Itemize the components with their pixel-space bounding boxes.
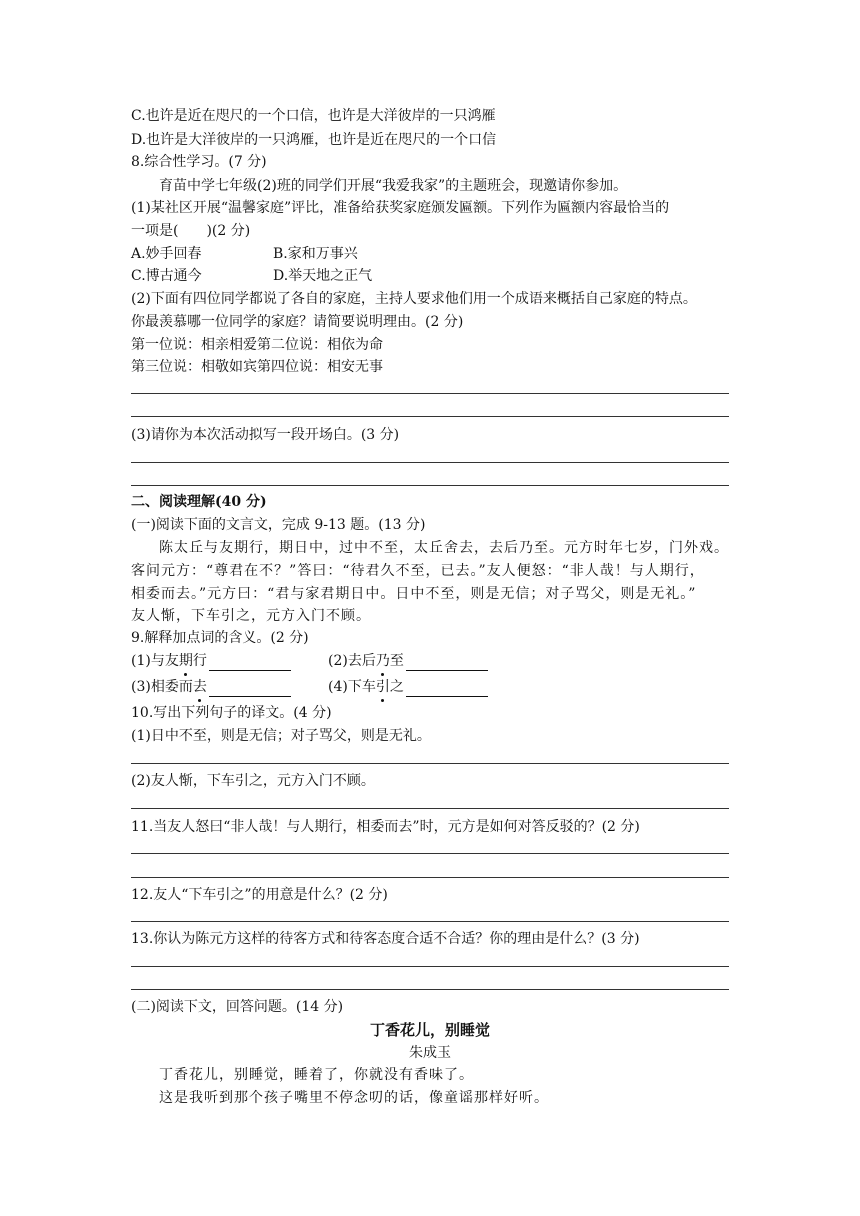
question-10-1: (1)日中不至，则是无信；对子骂父，则是无礼。	[131, 728, 431, 744]
option-c: C.也许是近在咫尺的一个口信，也许是大洋彼岸的一只鸿雁	[131, 108, 496, 124]
answer-line	[131, 485, 729, 486]
answer-line	[131, 877, 729, 878]
answer-line	[131, 416, 729, 417]
student-statement-1: 第一位说：相亲相爱第二位说：相依为命	[131, 337, 383, 353]
dotted-word: 期	[178, 653, 193, 669]
choice-b: B.家和万事兴	[273, 246, 358, 262]
question-9-2	[328, 651, 488, 671]
answer-line	[131, 393, 729, 394]
answer-line	[131, 966, 729, 967]
question-13: 13.你认为陈元方这样的待客方式和待客态度合适不合适？你的理由是什么？(3 分)	[131, 931, 640, 947]
subsection-1-heading: (一)阅读下面的文言文，完成 9-13 题。(13 分)	[131, 517, 426, 533]
q9-1-prefix: (1)与友	[131, 653, 179, 669]
question-11: 11.当友人怒曰“非人哉！与人期行，相委而去”时，元方是如何对答反驳的？(2 分)	[131, 819, 640, 835]
article-paragraph: 丁香花儿，别睡觉，睡着了，你就没有香味了。	[159, 1067, 474, 1083]
question-9-3	[131, 677, 291, 697]
answer-blank[interactable]	[209, 656, 291, 671]
passage-line: 客问元方：“尊君在不？”答曰：“待君久不至，已去。”友人便怒：“非人哉！与人期行，	[131, 563, 705, 579]
q9-3-prefix: (3)相委而	[131, 679, 193, 695]
q9-2-suffix: 至	[389, 653, 404, 669]
question-8: 8.综合性学习。(7 分)	[131, 154, 267, 170]
student-statement-2: 第三位说：相敬如宾第四位说：相安无事	[131, 359, 383, 375]
answer-line	[131, 853, 729, 854]
dotted-word: 引	[375, 679, 390, 695]
passage-line: 友人惭，下车引之，元方入门不顾。	[131, 608, 371, 624]
answer-line	[131, 763, 729, 764]
section-heading: 二、阅读理解(40 分)	[131, 494, 267, 510]
choice-c: C.博古通今	[131, 268, 202, 284]
q9-1-suffix: 行	[192, 653, 207, 669]
article-title: 丁香花儿，别睡觉	[369, 1021, 490, 1039]
choice-a: A.妙手回春	[131, 246, 202, 262]
answer-blank[interactable]	[406, 656, 488, 671]
question-10: 10.写出下列句子的译文。(4 分)	[131, 705, 332, 721]
question-9-4	[328, 677, 488, 697]
q9-2-prefix: (2)去后	[328, 653, 376, 669]
answer-line	[131, 989, 729, 990]
question-8-intro: 育苗中学七年级(2)班的同学们开展“我爱我家”的主题班会，现邀请你参加。	[159, 178, 628, 194]
answer-blank[interactable]	[209, 682, 291, 697]
question-8-3: (3)请你为本次活动拟写一段开场白。(3 分)	[131, 427, 400, 443]
question-8-2-line1: (2)下面有四位同学都说了各自的家庭，主持人要求他们用一个成语来概括自己家庭的特点。	[131, 291, 697, 307]
answer-line	[131, 921, 729, 922]
dotted-word: 去	[192, 679, 207, 695]
q9-4-prefix: (4)下车	[328, 679, 376, 695]
passage-line: 陈太丘与友期行，期日中，过中不至，太丘舍去，去后乃至。元方时年七岁，门外戏。	[159, 540, 729, 556]
article-paragraph: 这是我听到那个孩子嘴里不停念叨的话，像童谣那样好听。	[159, 1090, 549, 1106]
question-9: 9.解释加点词的含义。(2 分)	[131, 630, 309, 646]
subsection-2-heading: (二)阅读下文，回答问题。(14 分)	[131, 999, 344, 1015]
answer-line	[131, 808, 729, 809]
question-10-2: (2)友人惭，下车引之，元方入门不顾。	[131, 773, 375, 789]
option-d: D.也许是大洋彼岸的一只鸿雁，也许是近在咫尺的一个口信	[131, 132, 497, 148]
article-author: 朱成玉	[409, 1045, 451, 1061]
answer-blank[interactable]	[406, 682, 488, 697]
question-12: 12.友人“下车引之”的用意是什么？(2 分)	[131, 887, 388, 903]
question-8-2-line2: 你最羡慕哪一位同学的家庭？请简要说明理由。(2 分)	[131, 314, 464, 330]
answer-line	[131, 462, 729, 463]
question-9-1	[131, 651, 291, 671]
choice-d: D.举天地之正气	[273, 268, 373, 284]
dotted-word: 乃	[375, 653, 390, 669]
question-8-1-line1: (1)某社区开展“温馨家庭”评比，准备给获奖家庭颁发匾额。下列作为匾额内容最恰当的	[131, 200, 670, 216]
passage-line: 相委而去。”元方曰：“君与家君期日中。日中不至，则是无信；对子骂父，则是无礼。”	[131, 586, 697, 602]
q9-4-suffix: 之	[389, 679, 404, 695]
question-8-1-line2: 一项是( )(2 分)	[131, 223, 251, 239]
